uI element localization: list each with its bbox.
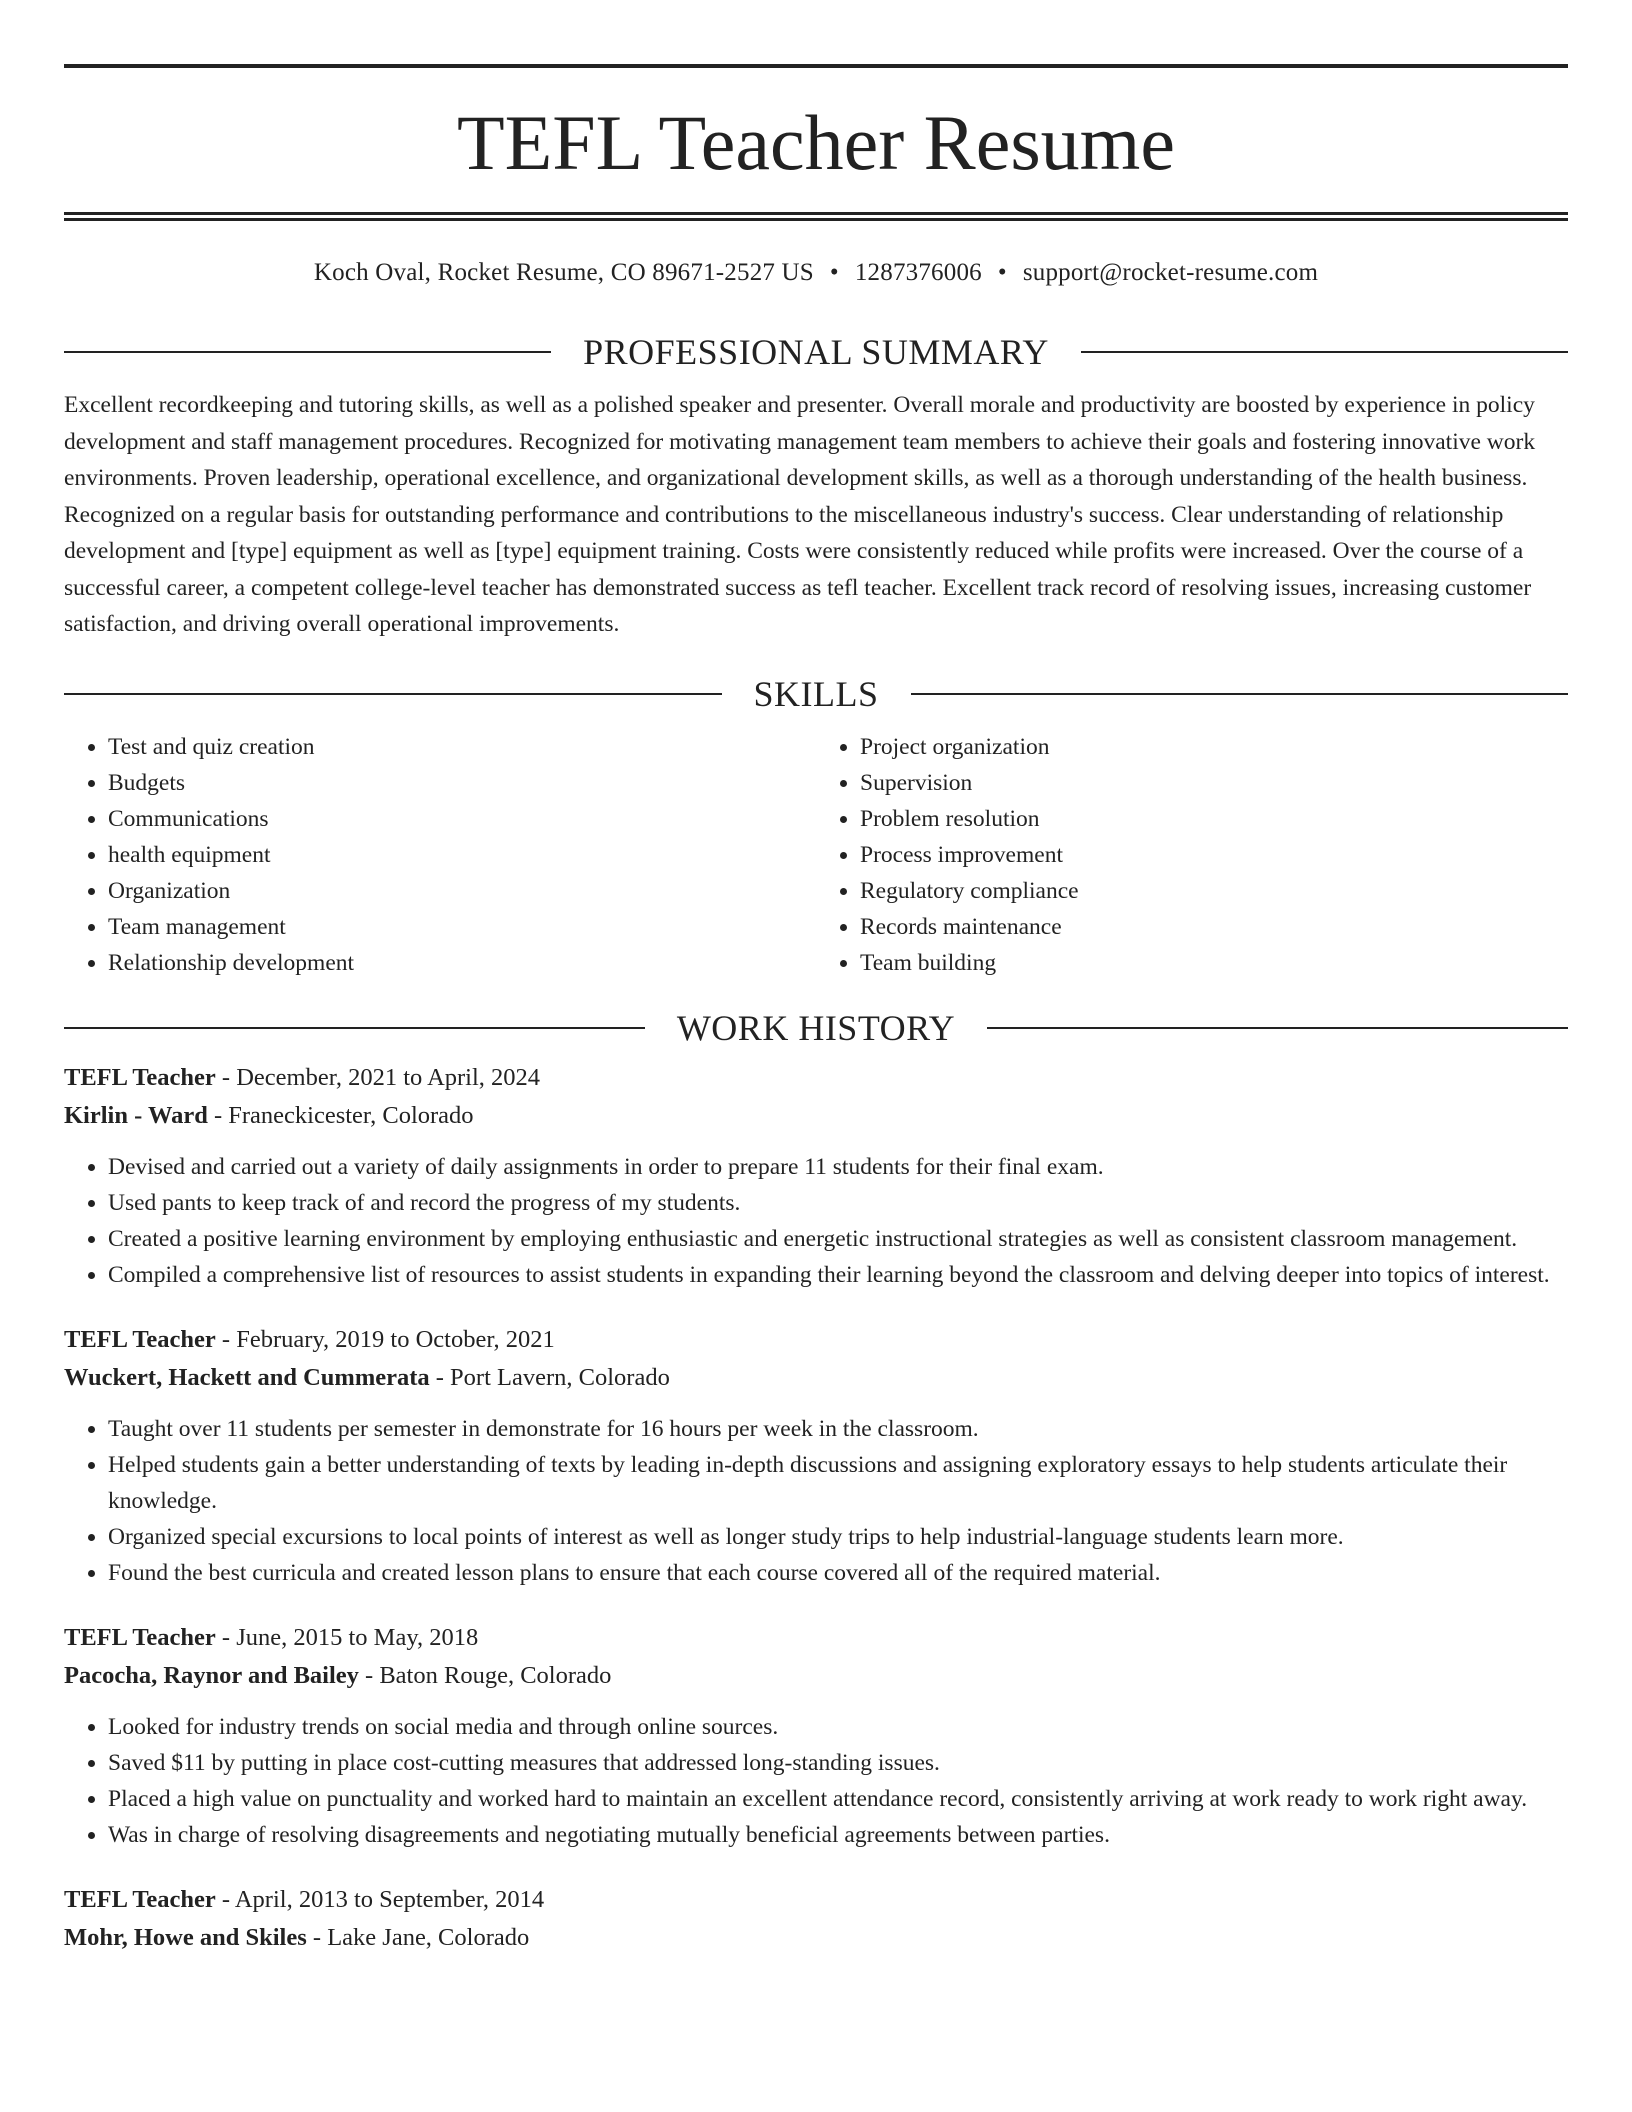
job-bullet: • Used pants to keep track of and record the progress of my students.: [108, 1185, 1568, 1221]
skill-item: • Communications: [108, 801, 816, 837]
job-location: - Port Lavern, Colorado: [429, 1363, 670, 1391]
job-company-line: [64, 1657, 1568, 1695]
skill-item: • Supervision: [860, 765, 1568, 801]
job-dates: - February, 2019 to October, 2021: [215, 1325, 555, 1353]
skill-item: • health equipment: [108, 837, 816, 873]
skill-item: • Budgets: [108, 765, 816, 801]
skill-item: • Project organization: [860, 729, 1568, 765]
job-title: TEFL Teacher: [64, 1623, 216, 1651]
job-bullets: [64, 1411, 1568, 1591]
job-bullet: • Taught over 11 students per semester in demonstrate for 16 hours per week in the classroom.: [108, 1411, 1568, 1447]
job-title-line: [64, 1881, 1568, 1919]
summary-heading-label: PROFESSIONAL SUMMARY: [583, 332, 1049, 372]
job-bullet: • Created a positive learning environment by employing enthusiastic and energetic instructional strategies as well as consistent classroom management.: [108, 1221, 1568, 1257]
job-title: TEFL Teacher: [64, 1063, 216, 1091]
job-company: Mohr, Howe and Skiles: [64, 1923, 307, 1951]
skills-heading: [64, 673, 1568, 715]
job-location: - Lake Jane, Colorado: [306, 1923, 530, 1951]
contact-line: [64, 259, 1568, 287]
job-title-line: [64, 1321, 1568, 1359]
contact-address: Koch Oval, Rocket Resume, CO 89671-2527 US: [313, 259, 814, 286]
skill-item: • Test and quiz creation: [108, 729, 816, 765]
skills-column-right: [816, 729, 1568, 981]
job-company-line: [64, 1097, 1568, 1135]
job-company: Kirlin - Ward: [64, 1101, 208, 1129]
skills-heading-label: SKILLS: [753, 673, 879, 714]
skill-item: • Team building: [860, 945, 1568, 981]
job-bullet: • Found the best curricula and created lesson plans to ensure that each course covered all of the required material.: [108, 1555, 1568, 1591]
heading-rule: [987, 1027, 1568, 1029]
heading-rule: [64, 1027, 645, 1029]
job-entry: [64, 1619, 1568, 1853]
skill-item: • Process improvement: [860, 837, 1568, 873]
work-heading-label: WORK HISTORY: [676, 1007, 956, 1048]
job-company-line: [64, 1359, 1568, 1397]
contact-phone: 1287376006: [854, 259, 982, 286]
job-bullets: [64, 1149, 1568, 1293]
heading-rule: [64, 693, 722, 695]
job-bullet: • Organized special excursions to local points of interest as well as longer study trips to help industrial-language students learn more.: [108, 1519, 1568, 1555]
work-history-list: [64, 1059, 1568, 1957]
contact-separator: •: [997, 259, 1007, 286]
title-double-rule: [64, 212, 1568, 221]
summary-text: Excellent recordkeeping and tutoring skills, as well as a polished speaker and presenter. Overall morale and productivity are boosted by experience in policy development and staff management procedures. Recognized for motivating management team members to achieve their goals and fostering innovative work environments. Proven leadership, operational excellence, and organizational development skills, as well as a thorough understanding of the health business. Recognized on a regular basis for outstanding performance and contributions to the miscellaneous industry's success. Clear understanding of relationship development and [type] equipment as well as [type] equipment training. Costs were consistently reduced while profits were increased. Over the course of a successful career, a competent college-level teacher has demonstrated success as tefl teacher. Excellent track record of resolving issues, increasing customer satisfaction, and driving overall operational improvements.: [64, 392, 1536, 637]
job-title-line: [64, 1059, 1568, 1097]
contact-separator: •: [829, 259, 839, 286]
job-bullet: • Devised and carried out a variety of daily assignments in order to prepare 11 students for their final exam.: [108, 1149, 1568, 1185]
job-bullet: • Was in charge of resolving disagreements and negotiating mutually beneficial agreements between parties.: [108, 1817, 1568, 1853]
skills-column-left: [64, 729, 816, 981]
job-title: TEFL Teacher: [64, 1325, 216, 1353]
work-heading: [64, 1007, 1568, 1049]
job-company: Pacocha, Raynor and Bailey: [64, 1661, 359, 1689]
job-bullet: • Looked for industry trends on social media and through online sources.: [108, 1709, 1568, 1745]
job-company: Wuckert, Hackett and Cummerata: [64, 1363, 430, 1391]
top-rule: [64, 64, 1568, 68]
job-location: - Baton Rouge, Colorado: [358, 1661, 612, 1689]
job-bullet: • Compiled a comprehensive list of resources to assist students in expanding their learning beyond the classroom and delving deeper into topics of interest.: [108, 1257, 1568, 1293]
skill-item: • Organization: [108, 873, 816, 909]
job-entry: [64, 1321, 1568, 1591]
job-dates: - December, 2021 to April, 2024: [215, 1063, 541, 1091]
summary-heading: [64, 331, 1568, 373]
skill-item: • Records maintenance: [860, 909, 1568, 945]
skill-item: • Problem resolution: [860, 801, 1568, 837]
skill-item: • Relationship development: [108, 945, 816, 981]
job-bullet: • Saved $11 by putting in place cost-cutting measures that addressed long-standing issues.: [108, 1745, 1568, 1781]
heading-rule: [64, 351, 551, 353]
job-entry: [64, 1059, 1568, 1293]
job-entry: [64, 1881, 1568, 1957]
job-dates: - June, 2015 to May, 2018: [215, 1623, 479, 1651]
skill-item: • Team management: [108, 909, 816, 945]
contact-email: support@rocket-resume.com: [1022, 259, 1319, 286]
skills-list: [64, 729, 1568, 981]
job-dates: - April, 2013 to September, 2014: [215, 1885, 545, 1913]
heading-rule: [911, 693, 1569, 695]
job-bullets: [64, 1709, 1568, 1853]
resume-content: [64, 64, 1568, 1985]
job-location: - Franeckicester, Colorado: [207, 1101, 474, 1129]
resume-title: TEFL Teacher Resume: [457, 99, 1175, 186]
heading-rule: [1081, 351, 1568, 353]
job-bullet: • Placed a high value on punctuality and worked hard to maintain an excellent attendance record, consistently arriving at work ready to work right away.: [108, 1781, 1568, 1817]
job-title: TEFL Teacher: [64, 1885, 216, 1913]
job-bullet: • Helped students gain a better understanding of texts by leading in-depth discussions and assigning exploratory essays to help students articulate their knowledge.: [108, 1447, 1568, 1519]
job-title-line: [64, 1619, 1568, 1657]
skill-item: • Regulatory compliance: [860, 873, 1568, 909]
job-company-line: [64, 1919, 1568, 1957]
